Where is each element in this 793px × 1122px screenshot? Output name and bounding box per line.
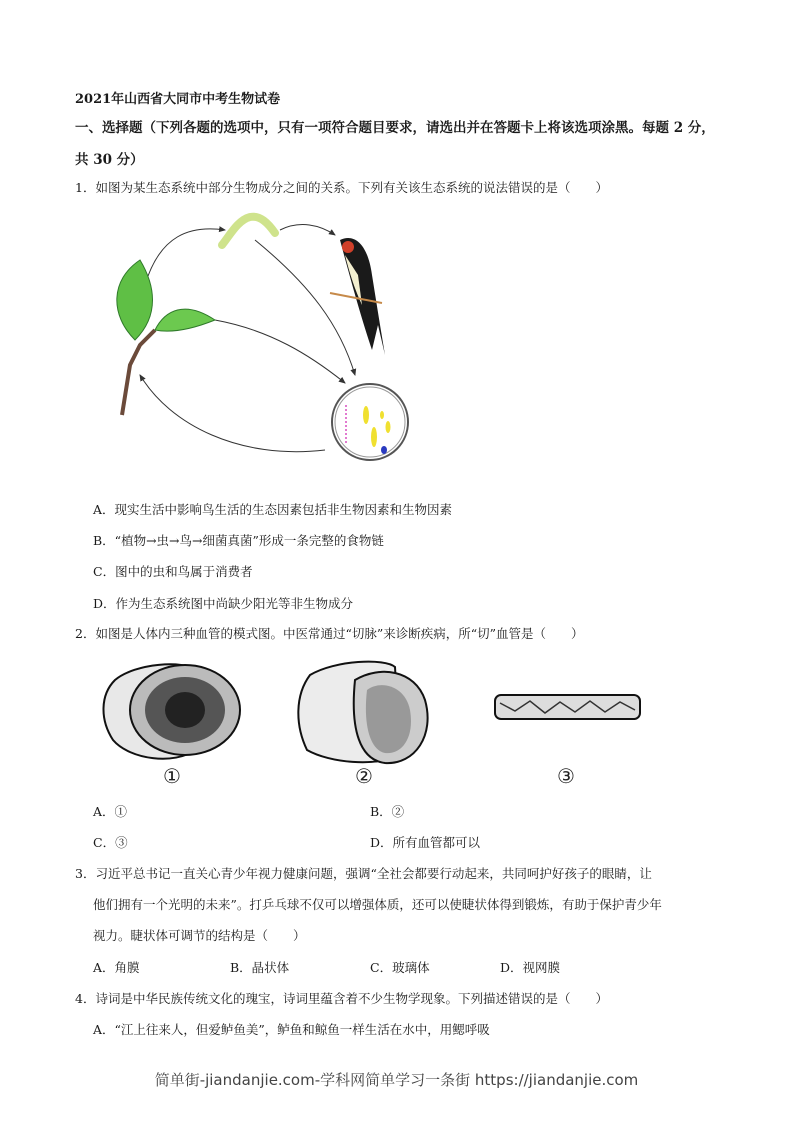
leaf-small — [155, 309, 215, 331]
caterpillar — [222, 217, 275, 245]
leaf-large — [117, 260, 153, 340]
vessel-label-2: ② — [355, 764, 373, 788]
question-4-stem: 4．诗词是中华民族传统文化的瑰宝，诗词里蕴含着不少生物学现象。下列描述错误的是（ ） — [75, 991, 608, 1006]
plant-stem — [122, 330, 155, 415]
ecosystem-diagram — [100, 205, 420, 465]
q2-option-b[interactable]: B．② — [370, 804, 405, 819]
question-3-stem-line2: 他们拥有一个光明的未来”。打乒乓球不仅可以增强体质，还可以使睫状体得到锻炼，有助于保护青少年 — [93, 897, 662, 912]
question-1-stem: 1．如图为某生态系统中部分生物成分之间的关系。下列有关该生态系统的说法错误的是（ ） — [75, 180, 608, 195]
q2-option-c[interactable]: C．③ — [93, 835, 128, 850]
swallow-bird — [330, 238, 385, 355]
blood-vessels-diagram — [95, 655, 655, 790]
vessel-3-capillary — [495, 695, 640, 719]
question-3-stem-line1: 3．习近平总书记一直关心青少年视力健康问题，强调“全社会都要行动起来，共同呵护好孩子的眼睛，让 — [75, 866, 652, 881]
vessel-label-3: ③ — [557, 764, 575, 788]
q3-option-a[interactable]: A．角膜 — [93, 960, 140, 975]
arrow-insect-to-bird — [280, 225, 335, 235]
q2-option-a[interactable]: A．① — [93, 804, 128, 819]
vessel-1-artery — [103, 664, 240, 758]
q1-option-c[interactable]: C．图中的虫和鸟属于消费者 — [93, 564, 253, 579]
document-title: 2021年山西省大同市中考生物试卷 — [75, 92, 281, 107]
arrow-decomposer-to-plant — [140, 375, 325, 452]
microorganism-circle — [332, 384, 408, 460]
q1-option-a[interactable]: A．现实生活中影响鸟生活的生态因素包括非生物因素和生物因素 — [93, 502, 453, 517]
section-heading-cont: 共 30 分） — [75, 152, 144, 168]
q3-option-d[interactable]: D．视网膜 — [500, 960, 561, 975]
vessel-label-1: ① — [163, 764, 181, 788]
footer-watermark[interactable]: 简单街-jiandanjie.com-学科网简单学习一条街 https://jiandanjie.com — [154, 1071, 639, 1089]
q1-option-b[interactable]: B．“植物→虫→鸟→细菌真菌”形成一条完整的食物链 — [93, 533, 384, 548]
q3-option-c[interactable]: C．玻璃体 — [370, 960, 430, 975]
section-heading: 一、选择题（下列各题的选项中，只有一项符合题目要求，请选出并在答题卡上将该选项涂黑。每题 2 分， — [75, 120, 715, 136]
q3-option-b[interactable]: B．晶状体 — [230, 960, 290, 975]
arrow-plant-to-decomposer — [215, 320, 345, 383]
q2-option-d[interactable]: D．所有血管都可以 — [370, 835, 481, 850]
q1-option-d[interactable]: D．作为生态系统图中尚缺少阳光等非生物成分 — [93, 596, 354, 611]
arrow-plant-to-insect — [145, 229, 225, 285]
question-3-stem-line3: 视力。睫状体可调节的结构是（ ） — [93, 928, 306, 943]
vessel-2-vein — [298, 662, 427, 763]
question-2-stem: 2．如图是人体内三种血管的模式图。中医常通过“切脉”来诊断疾病，所“切”血管是（ ） — [75, 626, 584, 641]
q4-option-a[interactable]: A．“江上往来人，但爱鲈鱼美”，鲈鱼和鲸鱼一样生活在水中，用鳃呼吸 — [93, 1022, 490, 1037]
